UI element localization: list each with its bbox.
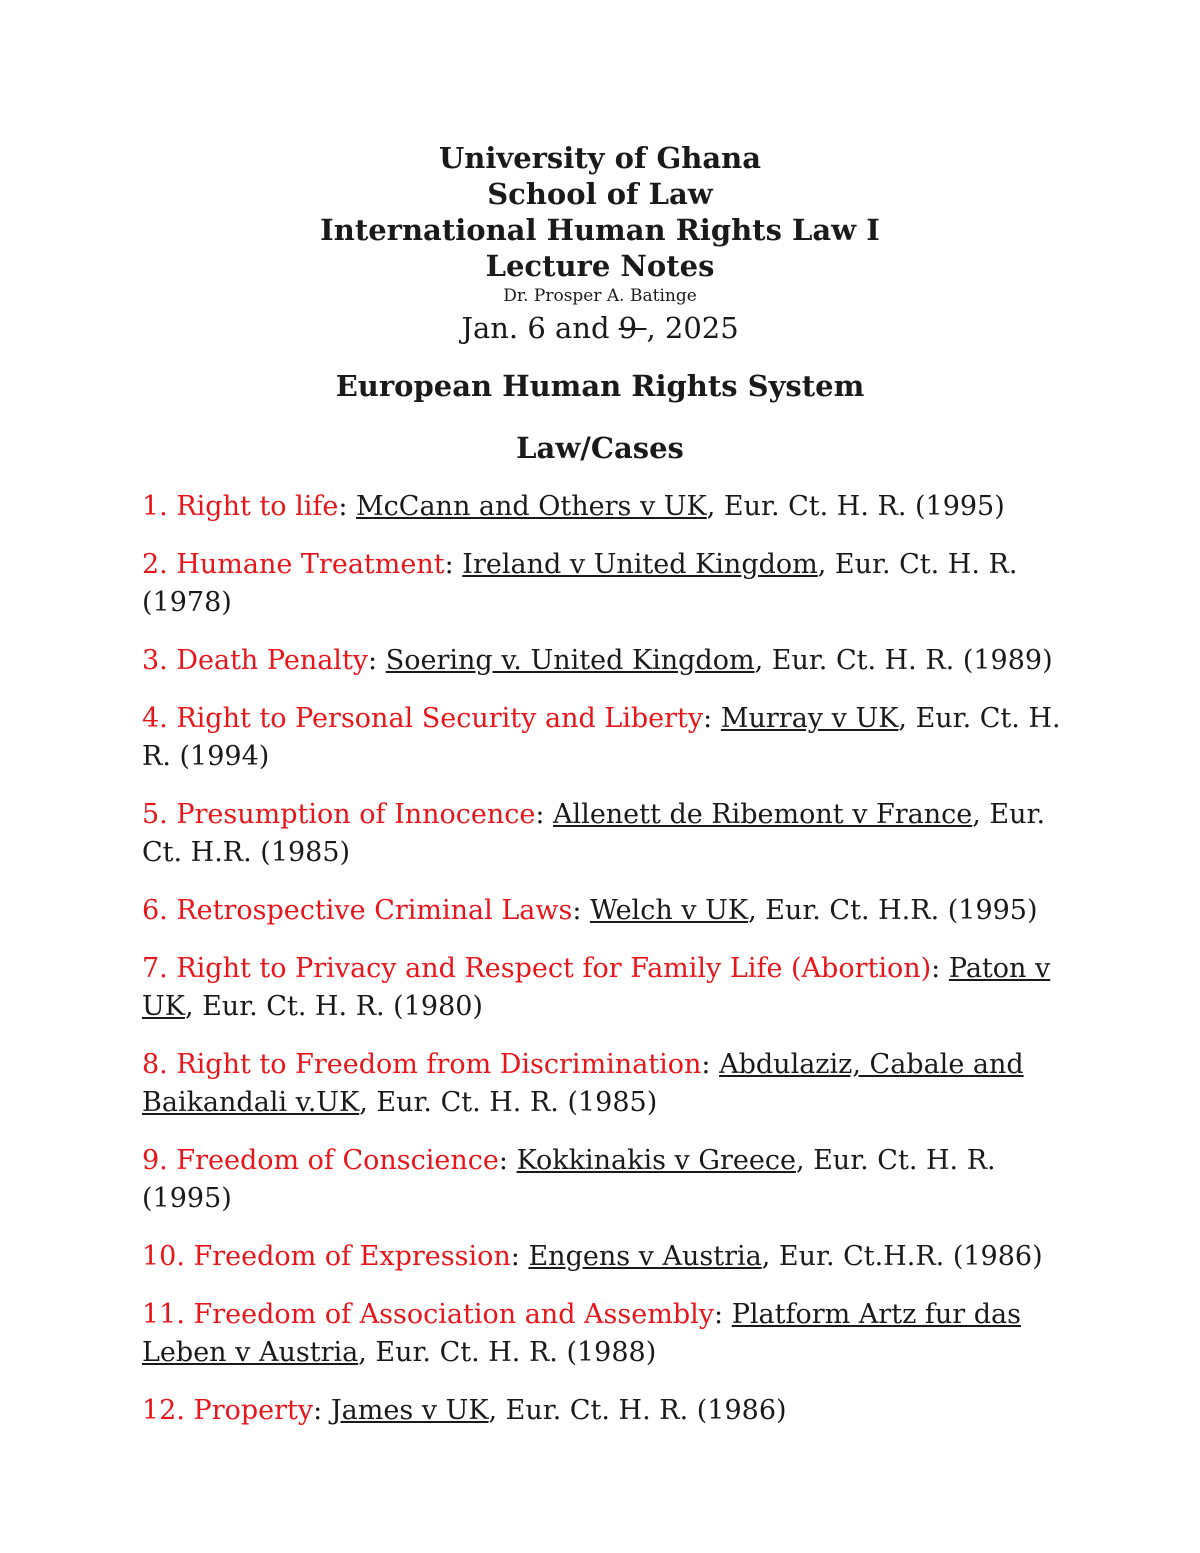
- item-topic: 11. Freedom of Association and Assembly: [142, 1299, 715, 1330]
- item-separator: :: [931, 953, 949, 984]
- case-citation: , Eur. Ct. H. R. (1995): [142, 1145, 996, 1214]
- item-topic: 8. Right to Freedom from Discrimination: [142, 1049, 702, 1080]
- section-title: European Human Rights System: [335, 369, 865, 403]
- item-topic: 6. Retrospective Criminal Laws: [142, 895, 573, 926]
- item-separator: :: [444, 549, 463, 580]
- case-name: James v UK: [330, 1395, 489, 1426]
- case-name: Abdulaziz, Cabale and Baikandali v.UK: [142, 1049, 1024, 1118]
- case-citation: , Eur. Ct. H. R. (1989): [754, 645, 1053, 676]
- item-separator: :: [572, 895, 591, 926]
- list-item: [142, 642, 1062, 680]
- list-item: [142, 1238, 1062, 1276]
- case-list: [142, 488, 1062, 1450]
- case-name: Allenett de Ribemont v France: [553, 799, 973, 830]
- item-topic: 10. Freedom of Expression: [142, 1241, 511, 1272]
- case-name: Paton v UK: [142, 953, 1051, 1022]
- case-citation: , Eur. Ct. H. R. (1980): [184, 991, 483, 1022]
- case-citation: , Eur. Ct. H. R. (1985): [359, 1087, 658, 1118]
- case-citation: , Eur. Ct. H.R. (1995): [748, 895, 1038, 926]
- case-name: McCann and Others v UK: [356, 491, 707, 522]
- case-citation: , Eur. Ct.H.R. (1986): [761, 1241, 1043, 1272]
- case-citation: , Eur. Ct. H. R. (1988): [358, 1337, 657, 1368]
- case-citation: , Eur. Ct. H. R. (1986): [488, 1395, 787, 1426]
- school-name: School of Law: [487, 177, 713, 211]
- date-suffix: , 2025: [646, 311, 739, 345]
- lecturer-name: Dr. Prosper A. Batinge: [503, 286, 697, 306]
- item-separator: :: [701, 1049, 720, 1080]
- item-separator: :: [368, 645, 386, 676]
- case-name: Soering v. United Kingdom: [385, 645, 755, 676]
- course-title: International Human Rights Law I: [320, 213, 880, 247]
- item-topic: 7. Right to Privacy and Respect for Family Life (Abortion): [142, 953, 932, 984]
- document-header: [0, 140, 1200, 348]
- list-item: [142, 892, 1062, 930]
- date-prefix: Jan. 6 and: [461, 311, 619, 345]
- item-separator: :: [313, 1395, 331, 1426]
- item-separator: :: [510, 1241, 529, 1272]
- document-type: Lecture Notes: [485, 249, 715, 283]
- item-topic: 12. Property: [142, 1395, 314, 1426]
- subsection-title: Law/Cases: [516, 431, 684, 465]
- item-topic: 9. Freedom of Conscience: [142, 1145, 499, 1176]
- list-item: [142, 700, 1062, 776]
- item-separator: :: [338, 491, 357, 522]
- university-name: University of Ghana: [438, 141, 762, 175]
- list-item: [142, 1296, 1062, 1372]
- item-topic: 1. Right to life: [142, 491, 339, 522]
- list-item: [142, 1142, 1062, 1218]
- item-topic: 2. Humane Treatment: [142, 549, 445, 580]
- item-topic: 3. Death Penalty: [142, 645, 369, 676]
- item-separator: :: [703, 703, 721, 734]
- case-name: Engens v Austria: [528, 1241, 762, 1272]
- case-name: Kokkinakis v Greece: [516, 1145, 796, 1176]
- item-topic: 5. Presumption of Innocence: [142, 799, 536, 830]
- case-name: Murray v UK: [720, 703, 899, 734]
- list-item: [142, 1046, 1062, 1122]
- item-separator: :: [714, 1299, 732, 1330]
- list-item: [142, 1392, 1062, 1430]
- date-struck: 9: [618, 311, 647, 345]
- case-citation: , Eur. Ct. H. R. (1978): [142, 549, 1018, 618]
- lecture-date: [0, 308, 1200, 348]
- case-name: Platform Artz fur das Leben v Austria: [142, 1299, 1021, 1368]
- item-separator: :: [498, 1145, 517, 1176]
- case-citation: , Eur. Ct. H. R. (1995): [706, 491, 1005, 522]
- case-citation: , Eur. Ct. H.R. (1985): [142, 799, 1046, 868]
- case-name: Ireland v United Kingdom: [462, 549, 818, 580]
- item-topic: 4. Right to Personal Security and Liberty: [142, 703, 704, 734]
- case-name: Welch v UK: [590, 895, 749, 926]
- list-item: [142, 488, 1062, 526]
- list-item: [142, 546, 1062, 622]
- item-separator: :: [535, 799, 554, 830]
- list-item: [142, 950, 1062, 1026]
- case-citation: , Eur. Ct. H. R. (1994): [142, 703, 1061, 772]
- list-item: [142, 796, 1062, 872]
